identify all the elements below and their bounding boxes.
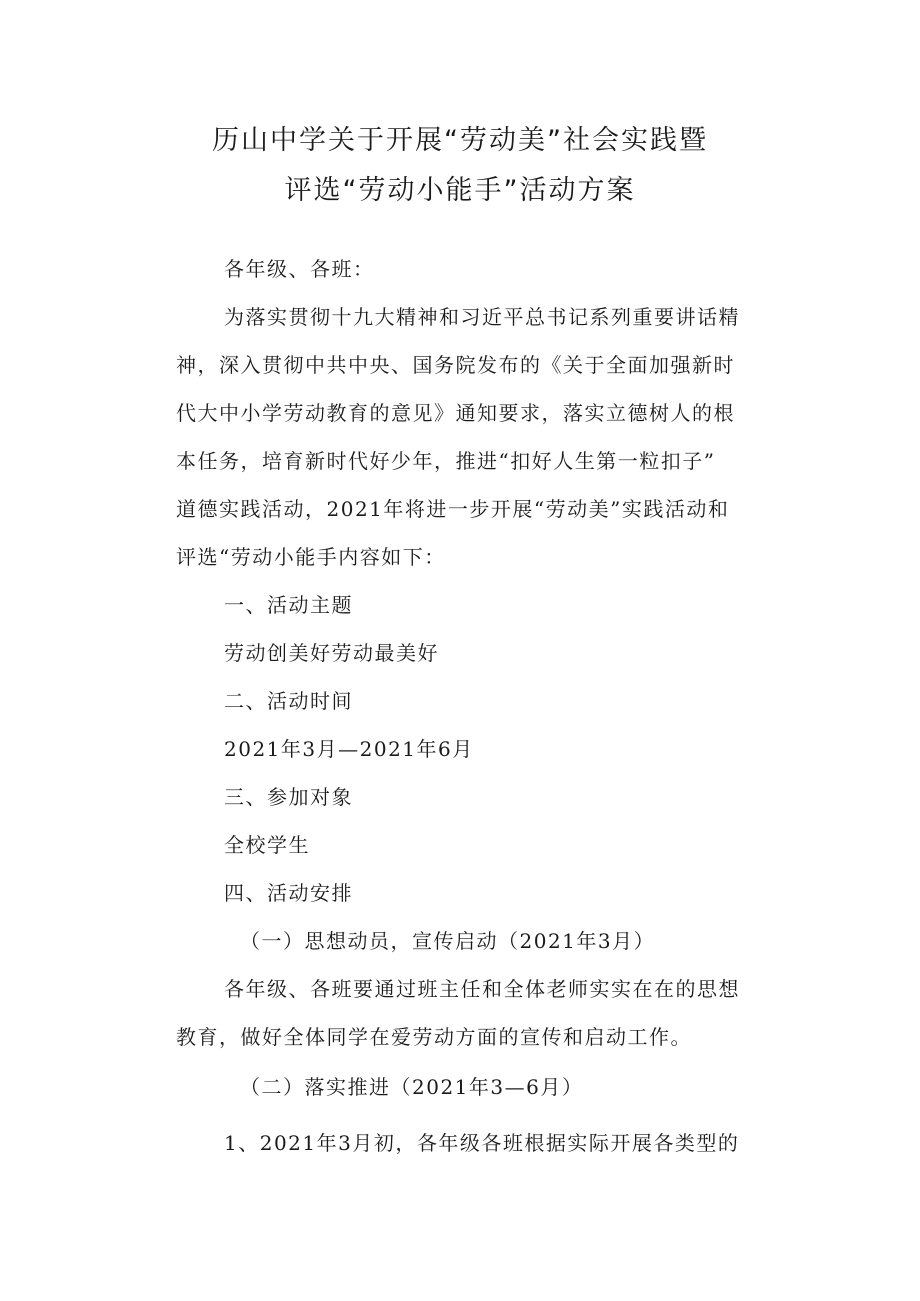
section-4-sub1-line-1: 各年级、各班要通过班主任和全体老师实实在在的思想: [224, 977, 740, 1001]
intro-line-3: 代大中小学劳动教育的意见》通知要求，落实立德树人的根: [176, 401, 735, 425]
intro-line-6: 评选“劳动小能手内容如下：: [176, 545, 446, 569]
section-1-body: 劳动创美好劳动最美好: [224, 641, 439, 665]
salutation: 各年级、各班：: [224, 257, 375, 281]
section-3-heading: 三、参加对象: [224, 785, 353, 809]
intro-line-4: 本任务，培育新时代好少年，推进“扣好人生第一粒扣子”: [176, 449, 716, 473]
intro-line-1: 为落实贯彻十九大精神和习近平总书记系列重要讲话精: [224, 305, 740, 329]
section-3-body: 全校学生: [224, 833, 310, 857]
section-4-heading: 四、活动安排: [224, 881, 353, 905]
section-4-sub1-line-2: 教育，做好全体同学在爱劳动方面的宣传和启动工作。: [176, 1025, 692, 1049]
doc-title-line-2: 评选“劳动小能手”活动方案: [284, 175, 636, 206]
intro-line-2: 神，深入贯彻中共中央、国务院发布的《关于全面加强新时: [176, 353, 735, 377]
section-2-heading: 二、活动时间: [224, 689, 353, 713]
section-4-subheading-2: （二）落实推进（2021年3—6月）: [240, 1075, 584, 1099]
section-1-heading: 一、活动主题: [224, 593, 353, 617]
doc-title-line-1: 历山中学关于开展“劳动美”社会实践暨: [212, 125, 708, 156]
intro-line-5: 道德实践活动，2021年将进一步开展“劳动美”实践活动和: [176, 497, 730, 521]
section-2-body: 2021年3月—2021年6月: [224, 737, 474, 761]
section-4-subheading-1: （一）思想动员，宣传启动（2021年3月）: [240, 929, 656, 953]
section-4-sub2-item-1: 1、2021年3月初，各年级各班根据实际开展各类型的: [224, 1131, 740, 1155]
